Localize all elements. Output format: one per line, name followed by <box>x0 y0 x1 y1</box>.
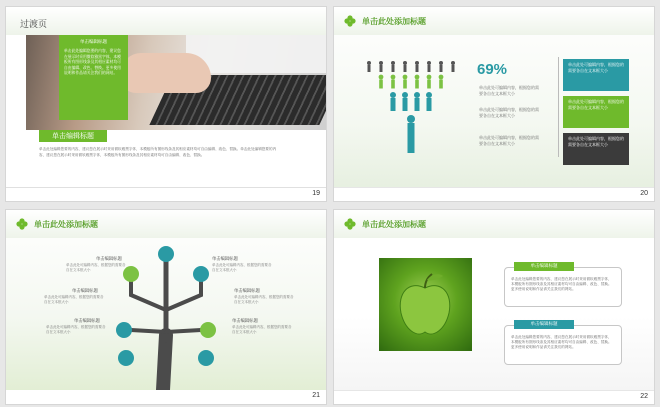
label-4: 单击编辑标题 <box>234 289 260 294</box>
teal-card: 单击此处可编辑内容，根据您的需要各自在文本框大小 <box>563 59 629 91</box>
clover-icon <box>344 15 356 27</box>
teal-title-pill: 单击编辑标题 <box>514 320 574 329</box>
desc-4: 单击此处可编辑内容，根据您的需要各自在文本框大小 <box>234 295 294 304</box>
slide-header-bar <box>6 7 326 35</box>
slide-21[interactable] <box>5 209 327 405</box>
percentage-value: 69% <box>477 61 508 78</box>
text-box-1: 单击此处编辑您要的内容，建议您在展示时采用微软雅黑字体，本模板所有图形线条及其相应素材均可自由编辑、改色、替换。更多使用说明和作品请关注我们的网站。 <box>504 267 622 307</box>
page-number: 19 <box>312 190 320 197</box>
body-text: 单击此处编辑您要的内容，建议您在展示时采用微软雅黑字体，本模板所有图形线条及其相应素材均可自由编辑、改色、替换。单击此处编辑您要的内容，建议您在展示时采用微软雅黑字体，本模板所有图形线条及其相应素材均可自由编辑、改色、替换。 <box>39 147 277 157</box>
house-icon <box>198 350 214 366</box>
label-5: 单击编辑标题 <box>74 319 100 324</box>
gear-icon <box>116 322 132 338</box>
slide-footer <box>6 390 326 404</box>
label-3: 单击编辑标题 <box>72 289 98 294</box>
slide-title: 单击此处添加标题 <box>362 220 426 229</box>
slide-19[interactable] <box>5 6 327 202</box>
text-block-2: 单击此处可编辑内容，根据您的需要各自在文本框大小 <box>479 107 539 118</box>
trophy-icon <box>158 246 174 262</box>
text-block-1: 单击此处可编辑内容，根据您的需要各自在文本框大小 <box>479 85 539 96</box>
edit-title-button[interactable]: 单击编辑标题 <box>39 130 107 142</box>
slide-title: 过渡页 <box>20 20 48 30</box>
label-2: 单击编辑标题 <box>212 257 238 262</box>
green-box-title: 单击编辑标题 <box>80 40 107 45</box>
slide-header <box>334 210 654 238</box>
green-text-box <box>59 35 128 120</box>
hand-graphic <box>121 53 211 93</box>
label-6: 单击编辑标题 <box>232 319 258 324</box>
label-1: 单击编辑标题 <box>96 257 122 262</box>
dark-card: 单击此处可编辑内容，根据您的需要各自在文本框大小 <box>563 133 629 165</box>
page-number: 21 <box>312 392 320 399</box>
desc-5: 单击此处可编辑内容，根据您的需要各自在文本框大小 <box>46 325 106 334</box>
green-card: 单击此处可编辑内容，根据您的需要各自在文本框大小 <box>563 96 629 128</box>
text-box-2: 单击此处编辑您要的内容，建议您在展示时采用微软雅黑字体，本模板所有图形线条及其相应素材均可自由编辑、改色、替换。更多使用说明和作品请关注我们的网站。 <box>504 325 622 365</box>
desc-1: 单击此处可编辑内容，根据您的需要各自在文本框大小 <box>66 263 126 272</box>
text-block-3: 单击此处可编辑内容，根据您的需要各自在文本框大小 <box>479 135 539 146</box>
chart-icon <box>193 266 209 282</box>
desc-2: 单击此处可编辑内容，根据您的需要各自在文本框大小 <box>212 263 272 272</box>
slide-title: 单击此处添加标题 <box>362 17 426 26</box>
green-title-pill: 单击编辑标题 <box>514 262 574 271</box>
page-number: 20 <box>640 190 648 197</box>
slide-header <box>6 210 326 238</box>
slide-header <box>334 7 654 35</box>
clover-icon <box>16 218 28 230</box>
desc-6: 单击此处可编辑内容，根据您的需要各自在文本框大小 <box>232 325 292 334</box>
apple-icon <box>379 258 472 351</box>
people-pyramid-graphic <box>364 59 464 159</box>
desc-3: 单击此处可编辑内容，根据您的需要各自在文本框大小 <box>44 295 104 304</box>
slide-22[interactable] <box>333 209 655 405</box>
slide-title: 单击此处添加标题 <box>34 220 98 229</box>
page-number: 22 <box>640 393 648 400</box>
search-icon <box>200 322 216 338</box>
green-apple-image <box>379 258 472 351</box>
bracket-divider <box>551 57 559 157</box>
slide-footer <box>6 187 326 201</box>
green-box-text: 单击此处编辑您要的内容，建议您在展示时采用微软雅黑字体，本模板所有图形线条及其相应素材均可自由编辑、改色、替换。更多使用说明和作品请关注我们的网站。 <box>64 48 121 75</box>
lightbulb-icon <box>118 350 134 366</box>
clover-icon <box>344 218 356 230</box>
slide-20[interactable] <box>333 6 655 202</box>
slide-footer <box>334 390 654 404</box>
slide-footer <box>334 187 654 201</box>
